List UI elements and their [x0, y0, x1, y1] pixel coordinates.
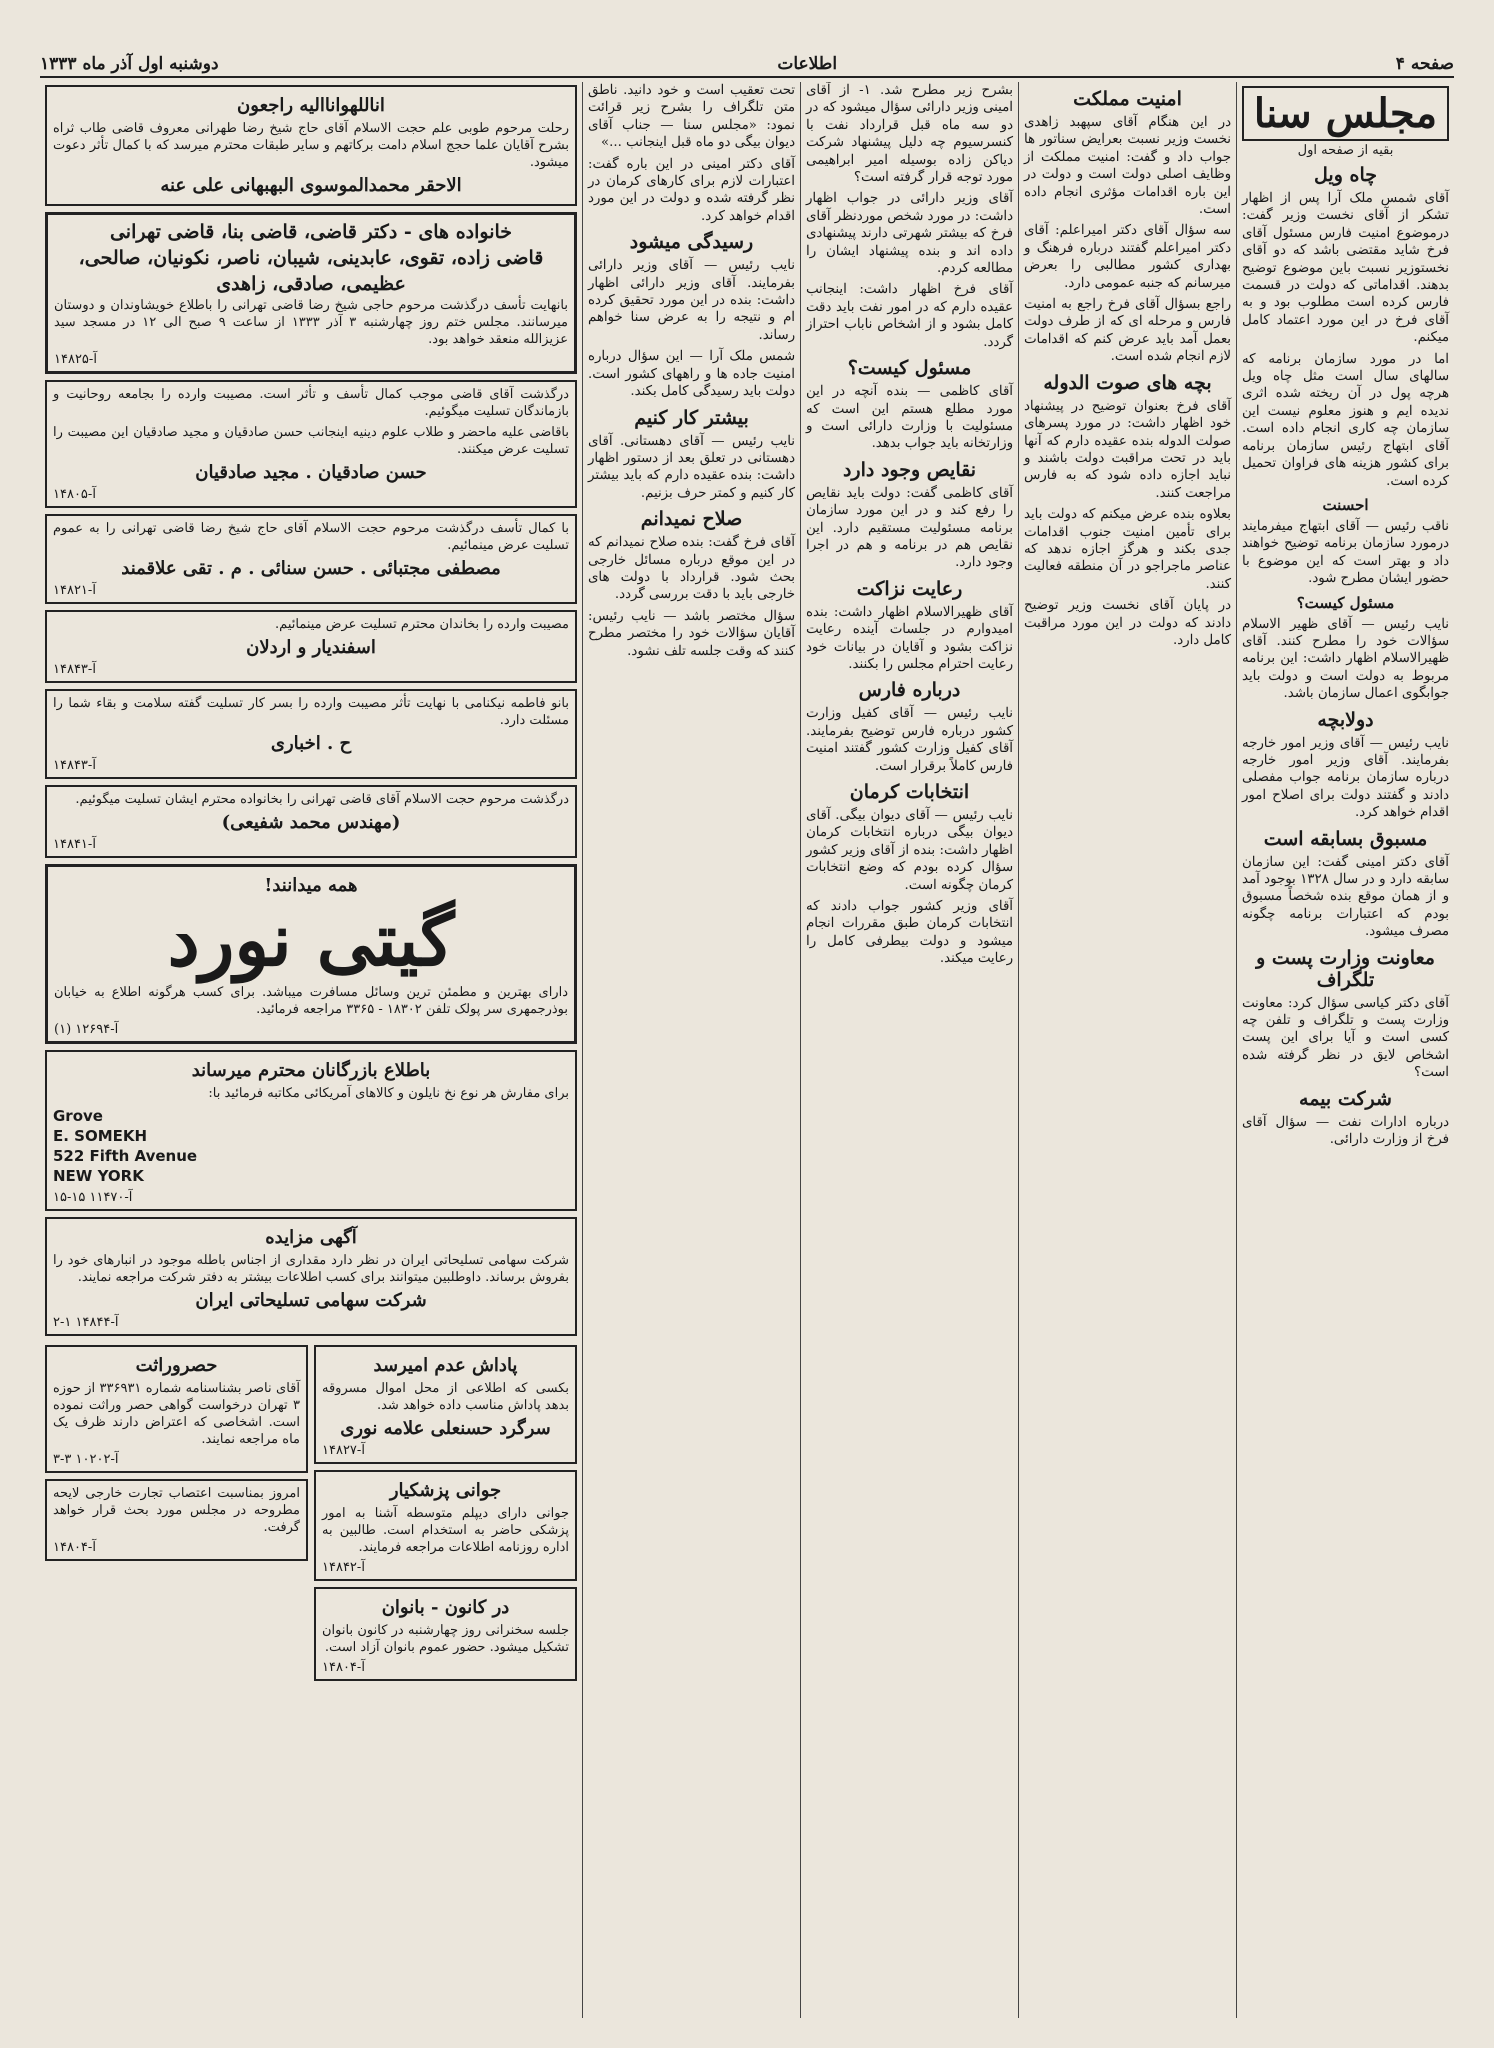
ad-text: برای مفارش هر نوع نخ نایلون و کالاهای آمریکائی مکاتبه فرمائید با: — [208, 1086, 569, 1101]
ad-text: شرکت سهامی تسلیحاتی ایران در نظر دارد مقداری از اجناس باطله موجود در انبارهای خود را بفروش برساند. داوطلبین میتوانند برای کسب اطلاعات بیشتر به دفتر شرکت مراجعه نمایند. — [53, 1253, 569, 1285]
paragraph: نایب رئیس — آقای کفیل وزارت کشور درباره فارس توضیح بفرمایند. آقای کفیل وزارت کشور گفتند امنیت فارس کاملاً برقرار است. — [806, 706, 1013, 774]
ad-text: بانهایت تأسف درگذشت مرحوم حاجی شیخ رضا قاضی تهرانی را باطلاع خویشاوندان و دوستان میرسانند. مجلس ختم روز چهارشنبه ۳ آذر ۱۳۳۳ از ساعت ۹ صبح الی ۱۲ در مسجد سید عزیزالله منعقد خواهد بود. — [54, 298, 568, 347]
paragraph: نایب رئیس — آقای وزیر امور خارجه بفرمایند. آقای وزیر امور خارجه درباره سازمان برنامه جواب مفصلی دادند و گفتند دولت برای اصلاح امور اقدام خواهد کرد. — [1242, 735, 1449, 821]
ad-ref: آ-۱۰۲۰۲ ۳-۳ — [53, 1452, 119, 1467]
ads-bottom-right — [314, 1342, 577, 1687]
ad-signature: ح . اخباری — [270, 733, 352, 754]
subhead-kerman: انتخابات کرمان — [849, 781, 970, 803]
ad-reward — [314, 1345, 577, 1464]
ad-condolence-families — [45, 212, 577, 374]
ad-ref: آ-۱۴۸۲۷ — [322, 1443, 365, 1458]
ad-condolence-7 — [45, 785, 577, 858]
subhead-naghayes: نقایص وجود دارد — [842, 458, 977, 481]
ad-header: همه میدانند! — [264, 875, 358, 896]
ad-signature: حسن صادقیان . مجید صادقیان — [195, 462, 427, 483]
ad-text: آقای ناصر بشناسنامه شماره ۳۳۶۹۳۱ از حوزه ۳ تهران درخواست گواهی حصر وراثت نموده است. اشخاصی که اعتراض دارند ظرف یک ماه مراجعه نمایند. — [53, 1381, 300, 1447]
ad-title: اناللهوانااليه راجعون — [237, 95, 385, 116]
ad-ref: آ-۱۴۸۴۳ — [53, 758, 96, 773]
paragraph: اما در مورد سازمان برنامه که سالهای سال است مثل چاه ویل هرچه پول در آن ریخته شده اثری ندیده ایم و هنوز معلوم نیست این سازمان چه کاری انجام داده است. آقای ابتهاج رئیس سازمان برنامه برای کشور هزینه های فراوان تحمیل کرده است. — [1242, 351, 1449, 489]
ad-text: باقاضی علیه ماحضر و طلاب علوم دینیه اینجانب حسن صادقیان و مجید صادقیان این مصیبت را تسلیت عرض میکنند. — [53, 425, 569, 457]
ad-signature: مصطفی مجتبائی . حسن سنائی . م . تقی علاقمند — [121, 558, 501, 579]
paragraph: نایب رئیس — آقای وزیر دارائی بفرمایند. آقای وزیر دارائی اظهار داشت: بنده در این مورد تحقیق کرده ام و نتیجه را به عرض سنا خواهم رساند. — [588, 258, 795, 343]
subhead-bishtar: بیشتر کار کنیم — [634, 406, 749, 429]
ads-bottom-left — [45, 1342, 308, 1687]
header-date: دوشنبه اول آذر ماه ۱۳۳۳ — [40, 54, 219, 74]
ad-condolence-4 — [45, 514, 577, 604]
ad-ref: آ-۱۴۸۰۴ — [53, 1540, 96, 1555]
ad-latin-line: NEW YORK — [53, 1167, 144, 1185]
ad-inheritance — [45, 1345, 308, 1473]
subhead-masoul: مسئول کیست؟ — [1296, 593, 1395, 612]
paragraph: آقای ظهیرالاسلام اظهار داشت: بنده امیدوارم در جلسات آینده رعایت نزاکت بشود و آقایان در بیانات خود رعایت احترام مجلس را بکنند. — [806, 604, 1013, 672]
column-3 — [800, 82, 1018, 2018]
paragraph: آقای شمس ملک آرا پس از اظهار تشکر از آقای نخست وزیر گفت: درموضوع امنیت فارس مسئول آقای فرخ شاید مقتضی باشد که دو آقای نخستوزیر نسبت باین موضوع توضیح بدهند. اقداماتی که دولت در قسمت فارس کرده است مطلوب بود و به آقای فرخ در این مورد اعتماد کامل میکنم. — [1242, 191, 1449, 346]
ad-signature: (مهندس محمد شفیعی) — [221, 812, 401, 833]
ad-title: خانواده های - دکتر قاضی، قاضی بنا، قاضی تهرانی — [109, 221, 513, 243]
subhead-salah: صلاح نمیدانم — [640, 508, 743, 531]
subhead-doulab: دولابچه — [1317, 708, 1374, 731]
paragraph: آقای دکتر امینی گفت: این سازمان سابقه دارد و در سال ۱۳۲۸ بوجود آمد و از همان موقع بنده شخصاً مسبوق بودم که اعتبارات برنامه چگونه مصرف میشود. — [1242, 854, 1449, 940]
ad-text: بکسی که اطلاعی از محل اموال مسروقه بدهد پاداش مناسب داده خواهد شد. — [322, 1381, 569, 1413]
page-header — [40, 52, 1454, 78]
column-2 — [1018, 82, 1236, 2018]
subhead-masoul-2: مسئول کیست؟ — [847, 357, 972, 380]
ad-title: باطلاع بازرگانان محترم میرساند — [191, 1060, 431, 1081]
ad-title: پاداش عدم امیرسد — [373, 1355, 518, 1376]
ad-notice — [45, 1479, 308, 1561]
subhead-bacheha: بچه های صوت الدوله — [1043, 371, 1212, 394]
subhead-sherkat: شرکت بیمه — [1299, 1087, 1392, 1110]
subhead-chah-veyl: چاه ویل — [1314, 164, 1377, 186]
ad-ref: آ-۱۴۸۲۵ — [54, 352, 97, 367]
paragraph: بشرح زیر مطرح شد. ۱- از آقای امینی وزیر دارائی سؤال میشود که در دو سه ماه قبل قرارداد نفت با کنسرسیوم چه دلیل پیشنهاد شرکت دیاکن زاده بوسیله امیر ابراهیمی مورد توجه قرار گرفته است؟ — [806, 83, 1013, 186]
paragraph: ناقب رئیس — آقای ابتهاج میفرمایند درمورد سازمان برنامه توضیح خواهند داد و بهتر است که این موضوع با حضور ایشان مطرح شود. — [1242, 518, 1449, 587]
ad-ref: آ-۱۴۸۰۴ — [322, 1660, 365, 1675]
ad-ref: آ-۱۲۶۹۴ (۱) — [54, 1022, 119, 1037]
ad-condolence-5 — [45, 610, 577, 683]
paragraph: راجع بسؤال آقای فرخ راجع به امنیت فارس و مرحله ای که از طرف دولت بعمل آمد باید عرض کنم که اقدامات لازم انجام شده است. — [1024, 297, 1231, 365]
paragraph: در این هنگام آقای سپهبد زاهدی نخست وزیر نسبت بعرایض سناتور ها جواب داد و گفت: امنیت مملکت از وظایف اصلی دولت است و دولت در این باره اقدامات مؤثری انجام داده است. — [1024, 115, 1231, 218]
ad-signature: سرگرد حسنعلی علامه نوری — [340, 1418, 551, 1439]
ad-text: امروز بمناسبت اعتصاب تجارت خارجی لایحه مطروحه در مجلس مورد بحث قرار خواهد گرفت. — [53, 1486, 300, 1535]
ad-text: رحلت مرحوم طوبی علم حجت الاسلام آقای حاج شیخ رضا طهرانی معروف قاضی طاب ثراه بشرح آقایان علما حجج اسلام دامت برکاتهم و سایر طبقات محترم میرسد که با کمال تأثر دعوت میشود. — [53, 121, 569, 170]
column-1 — [1236, 82, 1454, 2018]
paragraph: آقای وزیر کشور جواب دادند که انتخابات کرمان طبق مقررات انجام میشود و دولت بیطرفی کامل را رعایت میکند. — [806, 899, 1013, 967]
paragraph: بعلاوه بنده عرض میکنم که دولت باید برای تأمین امنیت جنوب اقدامات جدی بکند و هرگز اجازه ندهد که عناصر ماجراجو در آن منطقه فعالیت کنند. — [1024, 507, 1231, 592]
column-4 — [582, 82, 800, 2018]
subhead-amniat: امنیت مملکت — [1073, 88, 1182, 110]
ads-bottom-row — [45, 1342, 577, 1687]
ad-merchants — [45, 1050, 577, 1211]
ad-latin-line: E. SOMEKH — [53, 1127, 148, 1145]
senate-title: مجلس سنا — [1242, 86, 1449, 141]
ad-auction — [45, 1217, 577, 1336]
ad-latin-line: 522 Fifth Avenue — [53, 1147, 198, 1165]
ad-signature: الاحقر محمدالموسوی البهبهانی علی عنه — [160, 175, 462, 196]
ad-giti-navard — [45, 864, 577, 1044]
ad-title: آگهی مزایده — [265, 1227, 357, 1248]
ad-brand-logo: گیتی نورد — [167, 897, 455, 982]
ad-latin-line: Grove — [53, 1107, 103, 1125]
ad-assistant-doctor — [314, 1470, 577, 1581]
paragraph: سه سؤال آقای دکتر امیراعلم: آقای دکتر امیراعلم گفتند درباره فرهنگ و بهداری کشور مطالبی را بعرض میرسانم که جنبه عمومی دارد. — [1024, 223, 1231, 291]
ad-ref: آ-۱۱۴۷۰ ۱۵-۱۵ — [53, 1190, 133, 1205]
ad-text: درگذشت آقای قاضی موجب کمال تأسف و تأثر است. مصیبت وارده را بجامعه روحانیت و بازماندگان تسلیت میگوئیم. — [53, 387, 569, 419]
subhead-fars: درباره فارس — [858, 679, 961, 702]
ad-title: در کانون - بانوان — [381, 1597, 510, 1618]
paragraph: نایب رئیس — آقای دهستانی. آقای دهستانی در تعلق بعد از دستور اظهار داشت: بنده عقیده دارم که باید بیشتر کار کنیم و کمتر حرف بزنیم. — [588, 433, 795, 501]
ad-ref: آ-۱۴۸۲۱ — [53, 583, 96, 598]
paragraph: نایب رئیس — آقای دیوان بیگی. آقای دیوان بیگی درباره انتخابات کرمان اظهار داشت: بنده از آقای وزیر کشور سؤال کرده بودم که وضع انتخابات کرمان چگونه است. — [806, 808, 1013, 893]
paragraph: آقای کاظمی — بنده آنچه در این مورد مطلع هستم این است که مسئولیت با وزارت دارائی است و وزارتخانه باید جواب بدهد. — [806, 384, 1013, 452]
paragraph: درباره ادارات نفت — سؤال آقای فرخ از وزارت دارائی. — [1242, 1114, 1449, 1148]
ad-ref: آ-۱۴۸۴۱ — [53, 837, 96, 852]
ad-ref: آ-۱۴۸۴۳ — [53, 662, 96, 677]
subhead-moavenat: معاونت وزارت پست و تلگراف — [1256, 946, 1435, 991]
ad-condolence-1 — [45, 85, 577, 206]
ad-condolence-3 — [45, 380, 577, 508]
paragraph: آقای فرخ گفت: بنده صلاح نمیدانم که در این موقع درباره مسائل خارجی بحث شود. قرارداد با دولت های خارجی باید با دقت بررسی گردد. — [588, 535, 795, 603]
ad-text: بانو فاطمه نیکنامی با نهایت تأثر مصیبت وارده را بسر کار تسلیت گفته سلامت و بقاء شما را مسئلت دارد. — [53, 696, 569, 728]
ad-ref: آ-۱۴۸۴۴ ۱-۲ — [53, 1315, 119, 1330]
paragraph: آقای دکتر کیاسی سؤال کرد: معاونت وزارت پست و تلگراف و تلفن چه کسی است و آیا برای این پست اشخاص لایق در نظر گرفته شده است؟ — [1242, 995, 1449, 1081]
paragraph: آقای دکتر امینی در این باره گفت: اعتبارات لازم برای کارهای کرمان در نظر گرفته شده و دولت در این مورد اقدام خواهد کرد. — [588, 156, 795, 224]
paragraph: تحت تعقیب است و خود دانید. ناطق متن تلگراف را بشرح زیر قرائت نمود: «مجلس سنا — جناب آقای دیوان بیگی دو ماه قبل اینجانب ...» — [588, 83, 795, 151]
header-page-label: صفحه ۴ — [1395, 54, 1454, 74]
ad-title: حصروراثت — [135, 1355, 218, 1376]
paragraph: آقای کاظمی گفت: دولت باید نقایص را رفع کند و در این مورد سازمان برنامه مسئولیت مستقیم دارد. این نقایص هم در برنامه و هم در اجرا وجود دارد. — [806, 485, 1013, 571]
ad-women-center — [314, 1587, 577, 1681]
ad-text: درگذشت مرحوم حجت الاسلام آقای قاضی تهرانی را بخانواده محترم ایشان تسلیت میگوئیم. — [75, 792, 569, 807]
continued-note: بقیه از صفحه اول — [1297, 143, 1394, 158]
ad-text: جوانی دارای دیپلم متوسطه آشنا به امور پزشکی حاضر به استخدام است. طالبین به اداره روزنامه اطلاعات مراجعه فرمایند. — [322, 1506, 569, 1555]
ad-signature: شرکت سهامی تسلیحاتی ایران — [195, 1290, 427, 1311]
ad-ref: آ-۱۴۸۴۲ — [322, 1560, 365, 1575]
ad-title: جوانی پزشکیار — [389, 1480, 502, 1501]
subhead-masbugh: مسبوق بسابقه است — [1263, 827, 1428, 850]
paragraph: شمس ملک آرا — این سؤال درباره امنیت جاده ها و راههای کشور است. دولت باید رسیدگی کامل بکند. — [588, 349, 795, 400]
ad-text: جلسه سخنرانی روز چهارشنبه در کانون بانوان تشکیل میشود. حضور عموم بانوان آزاد است. — [322, 1623, 569, 1655]
paragraph: نایب رئیس — آقای ظهیر الاسلام سؤالات خود را مطرح کنند. آقای ظهیرالاسلام اظهار داشت: این برنامه مربوط به دولت است و دولت باید جوابگوی اعمال سازمان باشد. — [1242, 616, 1449, 702]
ads-column — [40, 82, 582, 2018]
subhead-rasidegi: رسیدگی میشود — [629, 231, 754, 254]
ad-ref: آ-۱۴۸۰۵ — [53, 487, 96, 502]
ad-condolence-6 — [45, 689, 577, 779]
subhead-ahsant: احسنت — [1322, 495, 1369, 514]
header-paper-name: اطلاعات — [777, 54, 838, 74]
paragraph: در پایان آقای نخست وزیر توضیح دادند که دولت در این مورد مراقبت کامل دارد. — [1024, 598, 1231, 648]
paragraph: سؤال مختصر باشد — نایب رئیس: آقایان سؤالات خود را مختصر مطرح کنند که وقت جلسه تلف نشود. — [588, 608, 795, 659]
paragraph: آقای وزیر دارائی در جواب اظهار داشت: در مورد شخص موردنظر آقای فرخ که بیشتر شهرتی دارند پیشنهادی داده اند و بنده پیشنهاد ایشان را مطالعه کردم. — [806, 191, 1013, 277]
subhead-rayat: رعایت نزاکت — [856, 577, 963, 600]
ad-text: مصیبت وارده را بخاندان محترم تسلیت عرض مینمائیم. — [275, 617, 569, 632]
ad-text: دارای بهترین و مطمئن ترین وسائل مسافرت میباشد. برای کسب هرگونه اطلاع به خیابان بوذرجمهری سر پولک تلفن ۱۸۳۰۲ - ۳۳۶۵ مراجعه فرمائید. — [54, 985, 568, 1017]
ad-text: با کمال تأسف درگذشت مرحوم حجت الاسلام آقای حاج شیخ رضا قاضی تهرانی را به عموم تسلیت عرض مینمائیم. — [53, 521, 569, 553]
paragraph: آقای فرخ اظهار داشت: اینجانب عقیده دارم که در امور نفت باید دقت کامل بشود و از اشخاص ناباب احتراز گردد. — [806, 282, 1013, 350]
ad-family-names: قاضی زاده، تقوی، عابدینی، شیبان، ناصر، نکونیان، صالحی، عظیمی، صادقی، زاهدی — [78, 247, 544, 295]
ad-signature: اسفندیار و اردلان — [246, 637, 376, 658]
paragraph: آقای فرخ بعنوان توضیح در پیشنهاد خود اظهار داشت: در مورد پسرهای صولت الدوله بنده عقیده دارم که آنها باید در تحت مراقبت دولت باشند و نباید اجازه داده شود که به فارس مراجعت کنند. — [1024, 398, 1231, 501]
